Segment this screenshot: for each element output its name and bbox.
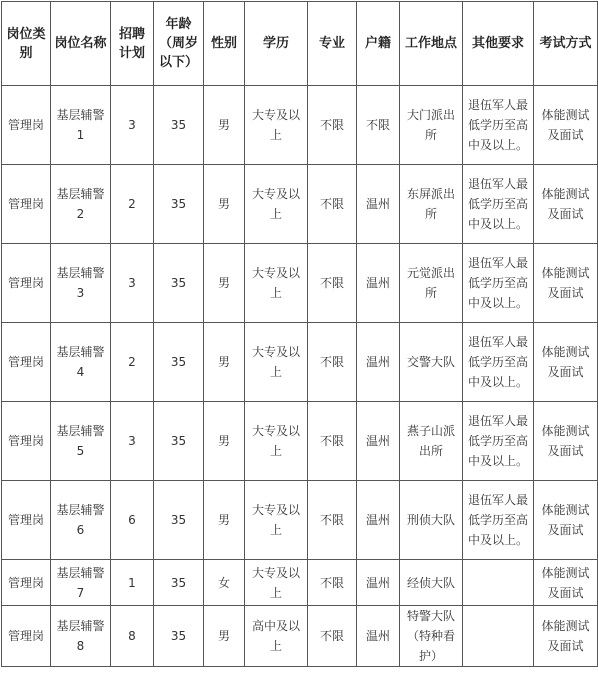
- header-education: 学历: [245, 2, 308, 86]
- cell-name: 基层辅警8: [51, 606, 111, 667]
- cell-other: 退伍军人最低学历至高中及以上。: [463, 86, 534, 165]
- cell-major: 不限: [308, 323, 357, 402]
- cell-education: 大专及以上: [245, 165, 308, 244]
- cell-age: 35: [154, 323, 204, 402]
- cell-other: 退伍军人最低学历至高中及以上。: [463, 244, 534, 323]
- cell-gender: 男: [204, 402, 245, 481]
- header-name: 岗位名称: [51, 2, 111, 86]
- cell-category: 管理岗: [2, 86, 51, 165]
- cell-gender: 男: [204, 165, 245, 244]
- cell-huji: 温州: [357, 402, 400, 481]
- cell-plan: 3: [111, 244, 154, 323]
- table-row: [2, 402, 598, 481]
- cell-huji: 温州: [357, 165, 400, 244]
- cell-location: 东屏派出所: [400, 165, 463, 244]
- cell-location: 交警大队: [400, 323, 463, 402]
- cell-other: 退伍军人最低学历至高中及以上。: [463, 323, 534, 402]
- recruitment-table: [1, 1, 598, 667]
- table-row: [2, 323, 598, 402]
- header-other: 其他要求: [463, 2, 534, 86]
- cell-name: 基层辅警4: [51, 323, 111, 402]
- cell-education: 高中及以上: [245, 606, 308, 667]
- cell-other: 退伍军人最低学历至高中及以上。: [463, 402, 534, 481]
- cell-huji: 温州: [357, 323, 400, 402]
- cell-gender: 男: [204, 606, 245, 667]
- cell-education: 大专及以上: [245, 244, 308, 323]
- cell-exam: 体能测试及面试: [534, 244, 598, 323]
- cell-age: 35: [154, 481, 204, 560]
- cell-category: 管理岗: [2, 244, 51, 323]
- cell-location: 刑侦大队: [400, 481, 463, 560]
- cell-huji: 温州: [357, 481, 400, 560]
- cell-category: 管理岗: [2, 323, 51, 402]
- cell-major: 不限: [308, 402, 357, 481]
- cell-major: 不限: [308, 244, 357, 323]
- cell-category: 管理岗: [2, 402, 51, 481]
- cell-age: 35: [154, 402, 204, 481]
- cell-huji: 温州: [357, 606, 400, 667]
- cell-education: 大专及以上: [245, 481, 308, 560]
- cell-other: [463, 606, 534, 667]
- cell-category: 管理岗: [2, 481, 51, 560]
- cell-plan: 3: [111, 402, 154, 481]
- cell-gender: 男: [204, 481, 245, 560]
- cell-education: 大专及以上: [245, 323, 308, 402]
- cell-location: 燕子山派出所: [400, 402, 463, 481]
- cell-location: 大门派出所: [400, 86, 463, 165]
- cell-gender: 男: [204, 244, 245, 323]
- cell-education: 大专及以上: [245, 86, 308, 165]
- cell-category: 管理岗: [2, 606, 51, 667]
- cell-plan: 3: [111, 86, 154, 165]
- header-gender: 性别: [204, 2, 245, 86]
- header-location: 工作地点: [400, 2, 463, 86]
- cell-exam: 体能测试及面试: [534, 402, 598, 481]
- header-major: 专业: [308, 2, 357, 86]
- cell-name: 基层辅警6: [51, 481, 111, 560]
- cell-exam: 体能测试及面试: [534, 165, 598, 244]
- header-row: [2, 2, 598, 86]
- cell-other: 退伍军人最低学历至高中及以上。: [463, 481, 534, 560]
- table-row: [2, 560, 598, 606]
- cell-name: 基层辅警1: [51, 86, 111, 165]
- header-category: 岗位类别: [2, 2, 51, 86]
- cell-education: 大专及以上: [245, 560, 308, 606]
- cell-age: 35: [154, 560, 204, 606]
- cell-plan: 6: [111, 481, 154, 560]
- cell-name: 基层辅警2: [51, 165, 111, 244]
- cell-plan: 2: [111, 165, 154, 244]
- table-row: [2, 165, 598, 244]
- cell-age: 35: [154, 86, 204, 165]
- cell-exam: 体能测试及面试: [534, 606, 598, 667]
- cell-gender: 男: [204, 323, 245, 402]
- cell-location: 元觉派出所: [400, 244, 463, 323]
- cell-gender: 男: [204, 86, 245, 165]
- header-exam: 考试方式: [534, 2, 598, 86]
- cell-location: 特警大队（特种看护）: [400, 606, 463, 667]
- cell-huji: 温州: [357, 560, 400, 606]
- cell-category: 管理岗: [2, 560, 51, 606]
- header-plan: 招聘计划: [111, 2, 154, 86]
- cell-plan: 2: [111, 323, 154, 402]
- cell-plan: 8: [111, 606, 154, 667]
- cell-exam: 体能测试及面试: [534, 560, 598, 606]
- cell-exam: 体能测试及面试: [534, 481, 598, 560]
- cell-exam: 体能测试及面试: [534, 86, 598, 165]
- cell-plan: 1: [111, 560, 154, 606]
- cell-gender: 女: [204, 560, 245, 606]
- cell-huji: 温州: [357, 244, 400, 323]
- cell-name: 基层辅警3: [51, 244, 111, 323]
- header-huji: 户籍: [357, 2, 400, 86]
- cell-major: 不限: [308, 560, 357, 606]
- cell-name: 基层辅警5: [51, 402, 111, 481]
- cell-huji: 不限: [357, 86, 400, 165]
- cell-age: 35: [154, 606, 204, 667]
- cell-age: 35: [154, 244, 204, 323]
- cell-major: 不限: [308, 606, 357, 667]
- cell-education: 大专及以上: [245, 402, 308, 481]
- cell-exam: 体能测试及面试: [534, 323, 598, 402]
- cell-category: 管理岗: [2, 165, 51, 244]
- cell-other: [463, 560, 534, 606]
- header-age: 年龄（周岁以下）: [154, 2, 204, 86]
- table-row: [2, 481, 598, 560]
- table-row: [2, 244, 598, 323]
- table-row: [2, 606, 598, 667]
- cell-major: 不限: [308, 165, 357, 244]
- table-row: [2, 86, 598, 165]
- cell-location: 经侦大队: [400, 560, 463, 606]
- cell-major: 不限: [308, 481, 357, 560]
- cell-name: 基层辅警7: [51, 560, 111, 606]
- cell-age: 35: [154, 165, 204, 244]
- cell-other: 退伍军人最低学历至高中及以上。: [463, 165, 534, 244]
- cell-major: 不限: [308, 86, 357, 165]
